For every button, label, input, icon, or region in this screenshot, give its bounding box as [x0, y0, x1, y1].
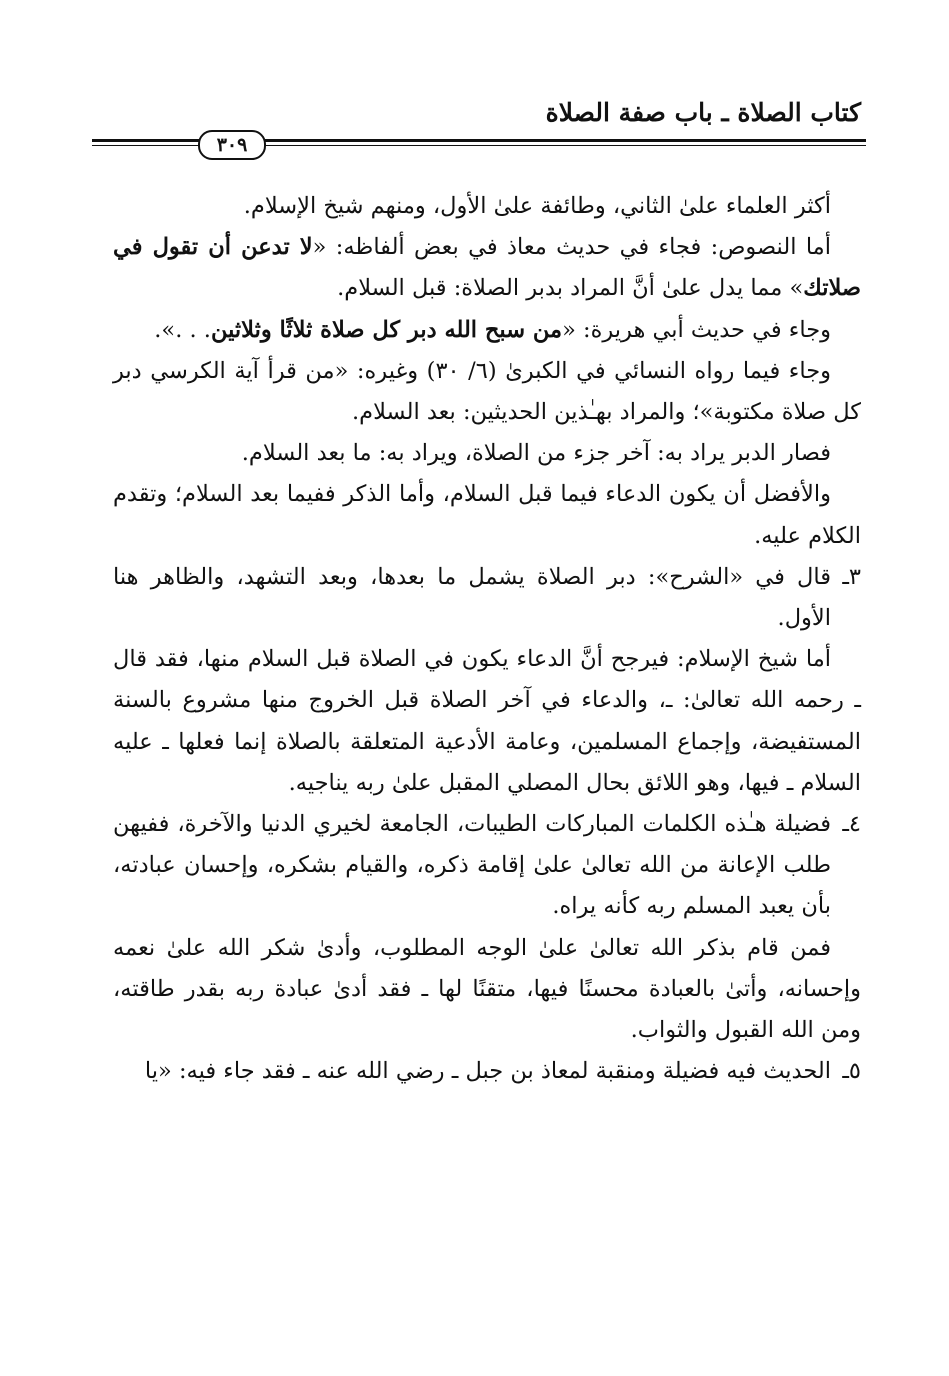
paragraph-2-text-c: » مما يدل علىٰ أنَّ المراد بدبر الصلاة: قبل السلام. — [337, 275, 804, 302]
list-item-3-text: قال في «الشرح»: دبر الصلاة يشمل ما بعدها، وبعد التشهد، والظاهر هنا الأول. — [113, 563, 831, 632]
list-item-3 — [113, 557, 861, 639]
paragraph-2 — [113, 227, 861, 309]
list-item-4 — [113, 804, 861, 928]
paragraph-3-text-c: . . .». — [154, 316, 211, 343]
paragraph-3-text-a: وجاء في حديث أبي هريرة: « — [562, 316, 831, 343]
list-item-4-text: فضيلة هـٰذه الكلمات المباركات الطيبات، الجامعة لخيري الدنيا والآخرة، ففيهن طلب الإعانة من الله تعالىٰ علىٰ إقامة ذكره، والقيام بشكره، وإحسان عبادته، بأن يعبد المسلم ربه كأنه يراه. — [113, 811, 831, 920]
list-item-5-text: الحديث فيه فضيلة ومنقبة لمعاذ بن جبل ـ رضي الله عنه ـ فقد جاء فيه: «يا — [144, 1058, 831, 1085]
paragraph-1: أكثر العلماء علىٰ الثاني، وطائفة علىٰ الأول، ومنهم شيخ الإسلام. — [243, 193, 831, 219]
list-item-5-number: ٥ـ — [842, 1058, 861, 1085]
header-rule — [92, 128, 866, 164]
list-item-4-number: ٤ـ — [842, 811, 861, 838]
paragraph-6: والأفضل أن يكون الدعاء فيما قبل السلام، وأما الذكر ففيما بعد السلام؛ وتقدم الكلام عليه. — [113, 481, 861, 549]
paragraph-3 — [113, 310, 861, 351]
paragraph-5: فصار الدبر يراد به: آخر جزء من الصلاة، ويراد به: ما بعد السلام. — [241, 440, 831, 467]
hadith-quote-muadh: لا تدعن أن تقول في صلاتك — [113, 234, 861, 302]
body-text — [113, 186, 861, 1092]
paragraph-7: أما شيخ الإسلام: فيرجح أنَّ الدعاء يكون في الصلاة قبل السلام منها، فقد قال ـ رحمه الله تعالىٰ: ـ، والدعاء في آخر الصلاة قبل الخروج منها مشروع بالسنة المستفيضة، وإجماع المسلمين، وعامة الأدعية المتعلقة بالصلاة إنما فعلها ـ عليه السلام ـ فيها، وهو اللائق بحال المصلي المقبل علىٰ ربه يناجيه. — [113, 646, 861, 796]
paragraph-2-text-a: أما النصوص: فجاء في حديث معاذ في بعض ألفاظه: « — [312, 234, 831, 261]
running-title: كتاب الصلاة ـ باب صفة الصلاة — [545, 98, 861, 127]
hadith-quote-abu-hurairah: من سبح الله دبر كل صلاة ثلاثًا وثلاثين — [210, 316, 563, 343]
paragraph-8: فمن قام بذكر الله تعالىٰ علىٰ الوجه المطلوب، وأدىٰ شكر الله علىٰ نعمه وإحسانه، وأتىٰ بالعبادة محسنًا فيها، متقنًا لها ـ فقد أدىٰ عبادة ربه بقدر طاقته، ومن الله القبول والثواب. — [113, 934, 861, 1044]
page-number: ٣٠٩ — [198, 130, 266, 160]
list-item-5 — [113, 1051, 861, 1092]
list-item-3-number: ٣ـ — [842, 563, 861, 590]
paragraph-4: وجاء فيما رواه النسائي في الكبرىٰ (٦/ ٣٠) وغيره: «من قرأ آية الكرسي دبر كل صلاة مكتوبة»؛ والمراد بهـٰذين الحديثين: بعد السلام. — [113, 357, 861, 426]
